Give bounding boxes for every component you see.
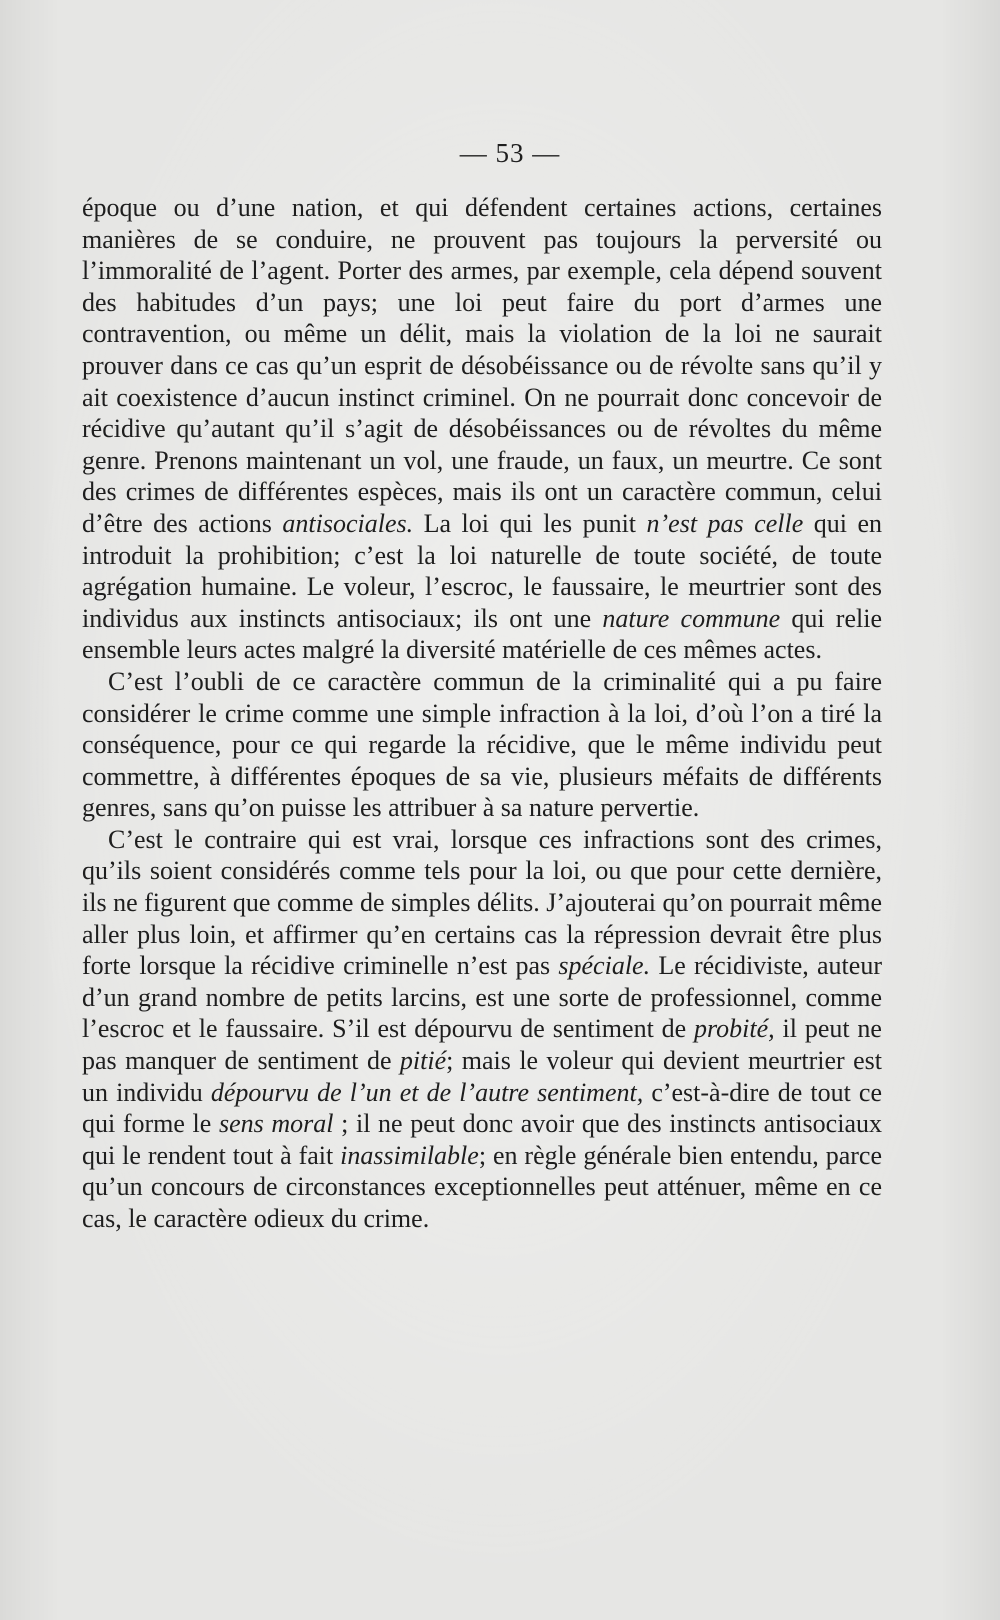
italic-text: nature commune [602, 603, 781, 633]
paragraph-text: C’est le contraire qui est vrai, lorsque ces infractions sont des crimes, qu’ils soient considérés comme tels pour la loi, ou que pour cette dernière, ils ne figurent que comme de simples délits. J’ajouterai qu’on pourrait même aller plus loin, et affirmer qu’en certains cas la répression devrait être plus forte lorsque la récidive criminelle n’est pas [82, 824, 883, 981]
italic-text: antisociales. [282, 508, 414, 538]
paragraph-text: ; en règle générale bien entendu, parce qu’un concours de circonstances exceptionnelles peut atténuer, même en ce cas, le caractère odieux du crime. [82, 1140, 882, 1233]
paragraph-text: La loi qui les punit [413, 508, 647, 538]
paragraph-text: ; il ne peut donc avoir que des instincts antisociaux qui le rendent tout à fait [82, 1109, 882, 1170]
paragraph [82, 192, 882, 666]
paragraph [82, 824, 882, 1235]
italic-text: dépourvu de l’un et de l’autre sentiment, [210, 1077, 644, 1107]
text-body [82, 192, 882, 1235]
italic-text: probité, [694, 1014, 775, 1044]
paragraph-text: qui relie ensemble leurs actes malgré la diversité matérielle de ces mêmes actes. [82, 603, 882, 665]
paragraph-text: il peut ne pas manquer de sentiment de [82, 1014, 882, 1076]
italic-text: inassimilable [340, 1140, 479, 1170]
paragraph-text: c’est-à-dire de tout ce qui forme le [82, 1077, 882, 1139]
paragraph-text: Le récidiviste, auteur d’un grand nombre de petits larcins, est une sorte de professionnel, comme l’escroc et le faussaire. S’il est dépourvu de sentiment de [82, 951, 882, 1044]
italic-text: sens moral [218, 1109, 334, 1139]
paragraph-text: C’est l’oubli de ce caractère commun de la criminalité qui a pu faire considérer le crime comme une simple infraction à la loi, d’où l’on a tiré la conséquence, pour ce qui regarde la récidive, que le même individu peut commettre, à différentes époques de sa vie, plusieurs méfaits de différents genres, sans qu’on puisse les attribuer à sa nature pervertie. [82, 666, 882, 823]
paragraph [82, 666, 882, 824]
page-number: — 53 — [459, 138, 561, 168]
italic-text: pitié [399, 1046, 447, 1076]
italic-text: spéciale. [558, 951, 651, 981]
paragraph-text: époque ou d’une nation, et qui défendent certaines actions, certaines manières de se conduire, ne prouvent pas toujours la perversité ou l’immoralité de l’agent. Porter des armes, par exemple, cela dépend souvent des habitudes d’un pays; une loi peut faire du port d’armes une contravention, ou même un délit, mais la violation de la loi ne saurait prouver dans ce cas qu’un esprit de désobéissance ou de révolte sans qu’il y ait coexistence d’aucun instinct criminel. On ne pourrait donc concevoir de récidive qu’autant qu’il s’agit de désobéissances ou de révoltes du même genre. Prenons maintenant un vol, une fraude, un faux, un meurtre. Ce sont des crimes de différentes espèces, mais ils ont un caractère commun, celui d’être des actions [82, 193, 882, 538]
paragraph-text: qui en introduit la prohibition; c’est la loi naturelle de toute société, de toute agrégation humaine. Le voleur, l’escroc, le faussaire, le meurtrier sont des individus aux instincts antisociaux; ils ont une [82, 508, 882, 633]
italic-text: n’est pas celle [646, 508, 804, 538]
paragraph-text: ; mais le voleur qui devient meurtrier est un individu [82, 1046, 882, 1107]
